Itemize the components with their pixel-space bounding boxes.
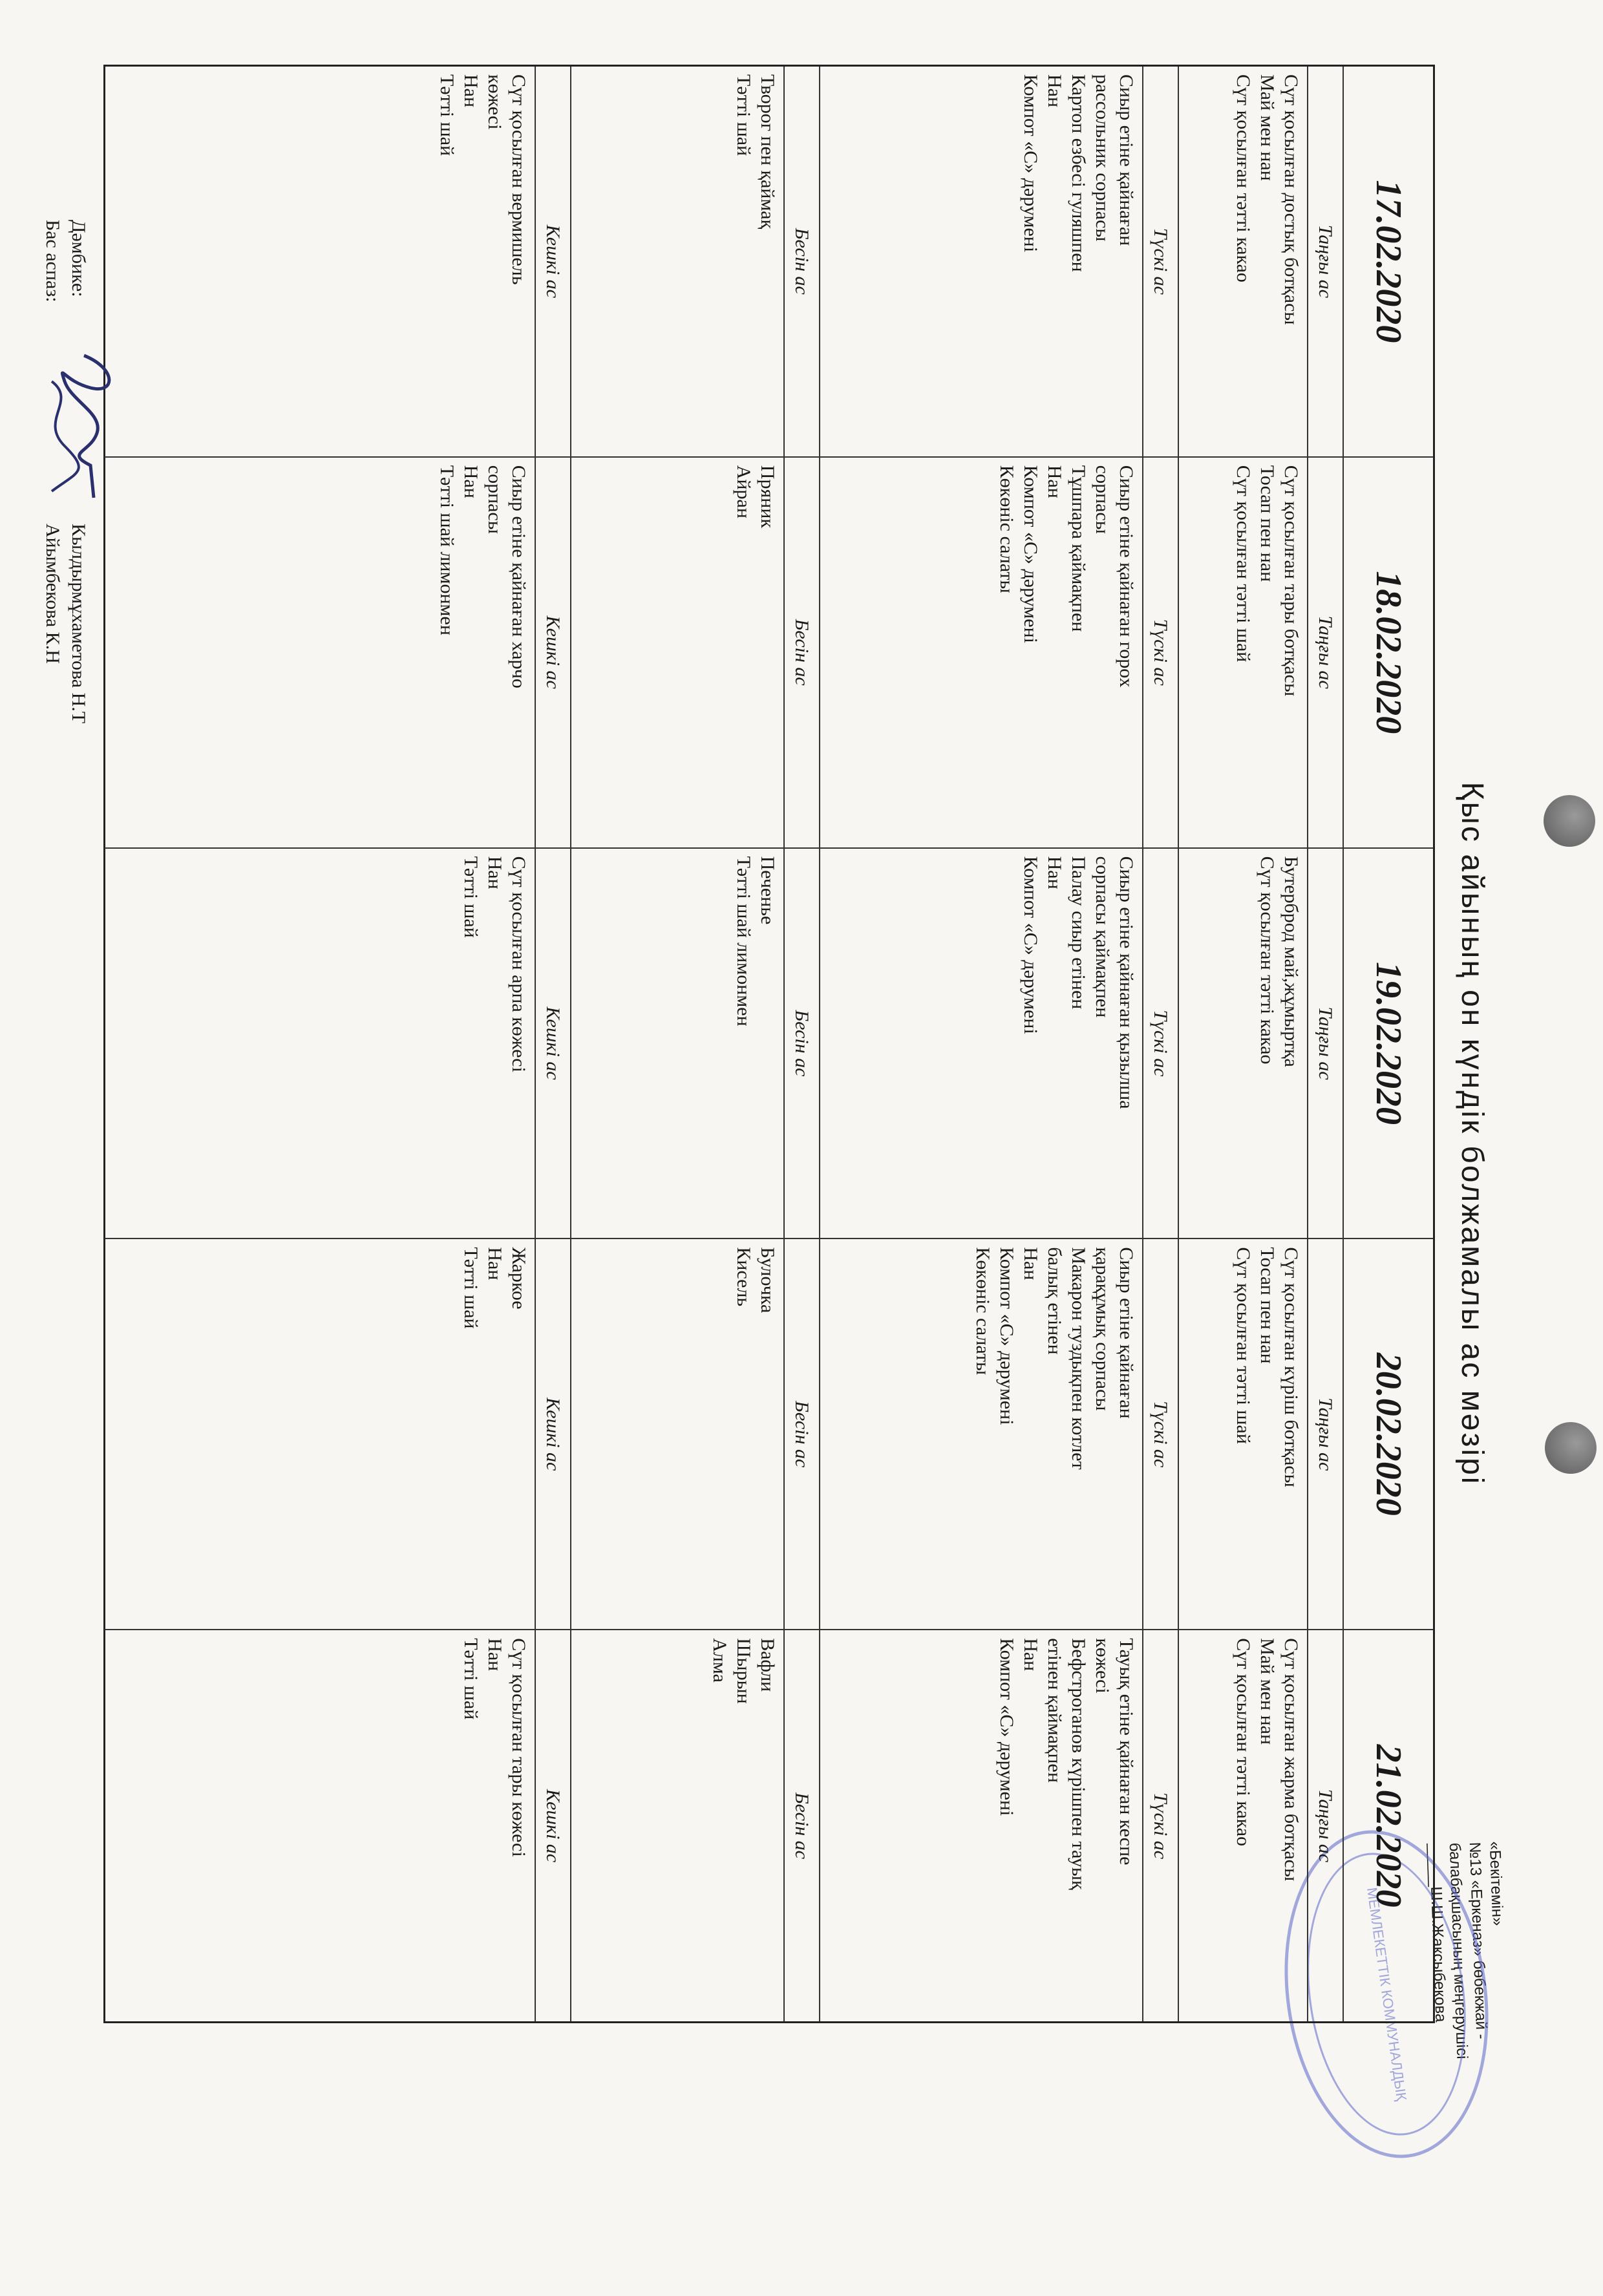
meal-label-dinner: Кешкі ас bbox=[535, 1630, 570, 2021]
signature-role: Дәмбике: bbox=[68, 220, 89, 297]
food-item: Шырын bbox=[733, 1638, 754, 1704]
date-header: 20.02.2020 bbox=[1343, 1239, 1433, 1630]
food-item: Сүт қосылған жарма ботқасы bbox=[1280, 1638, 1302, 1882]
food-item: Тәтті шай лимонмен bbox=[733, 856, 754, 1026]
food-item: Сүт қосылған вермишель bbox=[508, 74, 529, 285]
date-header: 17.02.2020 bbox=[1343, 67, 1433, 458]
food-item: Тәтті шай bbox=[733, 74, 754, 156]
meal-label-breakfast: Таңғы ас bbox=[1307, 1239, 1343, 1630]
snack-items bbox=[570, 1630, 783, 2021]
food-item: Булочка bbox=[757, 1247, 778, 1313]
meal-label-lunch: Түскі ас bbox=[1142, 1630, 1178, 2021]
dinner-items bbox=[105, 458, 535, 849]
food-item: Нан bbox=[484, 1638, 505, 1672]
approval-note: «Бекітемін» №13 «Еркеназ» бөбекжай - балабақшасының меңгерушісі _____Ш.Ш.Жаксыбекова bbox=[1425, 1841, 1507, 2059]
snack-items bbox=[570, 1239, 783, 1630]
food-item: рассольник сорпасы bbox=[1092, 74, 1113, 242]
dinner-items bbox=[105, 1239, 535, 1630]
food-item: Сиыр етіне қайнаған қызылша bbox=[1116, 856, 1137, 1109]
food-item: Тәтті шай bbox=[460, 1638, 482, 1720]
food-item: Бутерброд май,жұмыртқа bbox=[1280, 856, 1302, 1067]
lunch-items bbox=[819, 1239, 1142, 1630]
food-item: Компот «С» дәрумені bbox=[996, 1247, 1017, 1425]
handwritten-signature bbox=[32, 343, 129, 511]
official-seal: МЕМЛЕКЕТТІК КОММУНАЛДЫҚ bbox=[1264, 1817, 1509, 2171]
date-header: 21.02.2020 bbox=[1343, 1630, 1433, 2021]
food-item: Сиыр етіне қайнаған bbox=[1116, 1247, 1137, 1419]
food-item: Тосап пен нан bbox=[1257, 465, 1278, 582]
food-item: Сиыр етіне қайнаған горох bbox=[1116, 465, 1137, 688]
food-item: Көкөніс салаты bbox=[972, 1247, 993, 1376]
food-item: Тосап пен нан bbox=[1257, 1247, 1278, 1364]
breakfast-items bbox=[1178, 458, 1307, 849]
food-item: Нан bbox=[1044, 465, 1065, 498]
food-item: Нан bbox=[484, 1247, 505, 1281]
dinner-items bbox=[105, 67, 535, 458]
food-item: Айран bbox=[733, 465, 754, 518]
meal-label-snack: Бесін ас bbox=[783, 849, 819, 1240]
meal-label-lunch: Түскі ас bbox=[1142, 458, 1178, 849]
food-item: сорпасы bbox=[484, 465, 505, 534]
meal-label-snack: Бесін ас bbox=[783, 67, 819, 458]
dinner-items bbox=[105, 849, 535, 1240]
food-item: көжесі bbox=[484, 74, 505, 130]
food-item: Сиыр етіне қайнаған bbox=[1116, 74, 1137, 246]
date-header: 18.02.2020 bbox=[1343, 458, 1433, 849]
breakfast-items bbox=[1178, 1239, 1307, 1630]
meal-label-dinner: Кешкі ас bbox=[535, 458, 570, 849]
meal-label-dinner: Кешкі ас bbox=[535, 1239, 570, 1630]
food-item: Тұшпара қаймақпен bbox=[1068, 465, 1089, 632]
food-item: Сүт қосылған достық ботқасы bbox=[1280, 74, 1302, 325]
food-item: Тауық етіне қайнаған кеспе bbox=[1116, 1638, 1137, 1865]
food-item: Бефстроганов күрішпен тауық bbox=[1068, 1638, 1089, 1890]
food-item: Нан bbox=[1044, 856, 1065, 889]
food-item: Пряник bbox=[757, 465, 778, 528]
food-item: Тәтті шай bbox=[460, 856, 482, 938]
meal-label-lunch: Түскі ас bbox=[1142, 67, 1178, 458]
lunch-items bbox=[819, 458, 1142, 849]
food-item: Май мен нан bbox=[1257, 1638, 1278, 1745]
food-item: Көкөніс салаты bbox=[996, 465, 1017, 593]
punch-hole-left bbox=[1544, 795, 1595, 847]
food-item: Компот «С» дәрумені bbox=[1020, 74, 1041, 253]
food-item: қарақұмық сорпасы bbox=[1092, 1247, 1113, 1411]
food-item: сорпасы қаймақпен bbox=[1092, 856, 1113, 1018]
food-item: Сүт қосылған тәтті какао bbox=[1233, 1638, 1254, 1847]
snack-items bbox=[570, 458, 783, 849]
food-item: Сүт қосылған тәтті шай bbox=[1233, 465, 1254, 663]
food-item: Палау сиыр етінен bbox=[1068, 856, 1089, 1010]
food-item: Нан bbox=[460, 74, 482, 108]
breakfast-items bbox=[1178, 67, 1307, 458]
signature-name: Айымбекова К.Н bbox=[42, 524, 63, 664]
breakfast-items bbox=[1178, 1630, 1307, 2021]
food-item: Вафли bbox=[757, 1638, 778, 1692]
lunch-items bbox=[819, 849, 1142, 1240]
food-item: Сүт қосылған тәтті шай bbox=[1233, 1247, 1254, 1444]
food-item: сорпасы bbox=[1092, 465, 1113, 534]
food-item: Кисель bbox=[733, 1247, 754, 1307]
meal-label-snack: Бесін ас bbox=[783, 1630, 819, 2021]
food-item: Сиыр етіне қайнаған харчо bbox=[508, 465, 529, 688]
food-item: Компот «С» дәрумені bbox=[996, 1638, 1017, 1816]
meal-label-breakfast: Таңғы ас bbox=[1307, 67, 1343, 458]
date-header: 19.02.2020 bbox=[1343, 849, 1433, 1240]
punch-hole-right bbox=[1545, 1422, 1597, 1474]
food-item: Нан bbox=[1020, 1638, 1041, 1672]
food-item: Печенье bbox=[757, 856, 778, 925]
food-item: Тәтті шай bbox=[460, 1247, 482, 1329]
food-item: Макарон туздықпен котлет bbox=[1068, 1247, 1089, 1470]
signatures bbox=[26, 220, 116, 995]
food-item: етінен қаймақпен bbox=[1044, 1638, 1065, 1783]
food-item: балық етінен bbox=[1044, 1247, 1065, 1355]
dinner-items bbox=[105, 1630, 535, 2021]
meal-label-snack: Бесін ас bbox=[783, 458, 819, 849]
meal-label-lunch: Түскі ас bbox=[1142, 849, 1178, 1240]
food-item: Сүт қосылған тары көжесі bbox=[508, 1638, 529, 1857]
food-item: Алма bbox=[709, 1638, 730, 1683]
signature-role: Бас аспаз: bbox=[42, 220, 63, 303]
meal-label-breakfast: Таңғы ас bbox=[1307, 849, 1343, 1240]
meal-label-snack: Бесін ас bbox=[783, 1239, 819, 1630]
page-title: Қыс айының он күндік болжамалы ас мәзірі bbox=[1455, 781, 1489, 1486]
food-item: Жаркое bbox=[508, 1247, 529, 1310]
meal-label-dinner: Кешкі ас bbox=[535, 67, 570, 458]
food-item: Картоп езбесі гуляшпен bbox=[1068, 74, 1089, 272]
food-item: Тәтті шай bbox=[436, 74, 458, 156]
food-item: Нан bbox=[1020, 1247, 1041, 1281]
food-item: Сүт қосылған күріш ботқасы bbox=[1280, 1247, 1302, 1487]
lunch-items bbox=[819, 67, 1142, 458]
food-item: Творог пен қаймақ bbox=[757, 74, 778, 229]
food-item: Сүт қосылған тары ботқасы bbox=[1280, 465, 1302, 697]
food-item: Тәтті шай лимонмен bbox=[436, 465, 458, 635]
meal-label-breakfast: Таңғы ас bbox=[1307, 458, 1343, 849]
food-item: Нан bbox=[1044, 74, 1065, 108]
lunch-items bbox=[819, 1630, 1142, 2021]
food-item: Нан bbox=[460, 465, 482, 498]
menu-table bbox=[103, 65, 1435, 2023]
food-item: Сүт қосылған тәтті какао bbox=[1233, 74, 1254, 282]
food-item: Компот «С» дәрумені bbox=[1020, 465, 1041, 643]
food-item: Нан bbox=[484, 856, 505, 889]
meal-label-dinner: Кешкі ас bbox=[535, 849, 570, 1240]
signature-name: Кылдырмұхаметова Н.Т bbox=[68, 524, 89, 724]
food-item: Май мен нан bbox=[1257, 74, 1278, 181]
food-item: Компот «С» дәрумені bbox=[1020, 856, 1041, 1034]
food-item: көжесі bbox=[1092, 1638, 1113, 1694]
snack-items bbox=[570, 67, 783, 458]
food-item: Сүт қосылған тәтті какао bbox=[1257, 856, 1278, 1065]
meal-label-breakfast: Таңғы ас bbox=[1307, 1630, 1343, 2021]
breakfast-items bbox=[1178, 849, 1307, 1240]
food-item: Сүт қосылған арпа көжесі bbox=[508, 856, 529, 1072]
snack-items bbox=[570, 849, 783, 1240]
meal-label-lunch: Түскі ас bbox=[1142, 1239, 1178, 1630]
